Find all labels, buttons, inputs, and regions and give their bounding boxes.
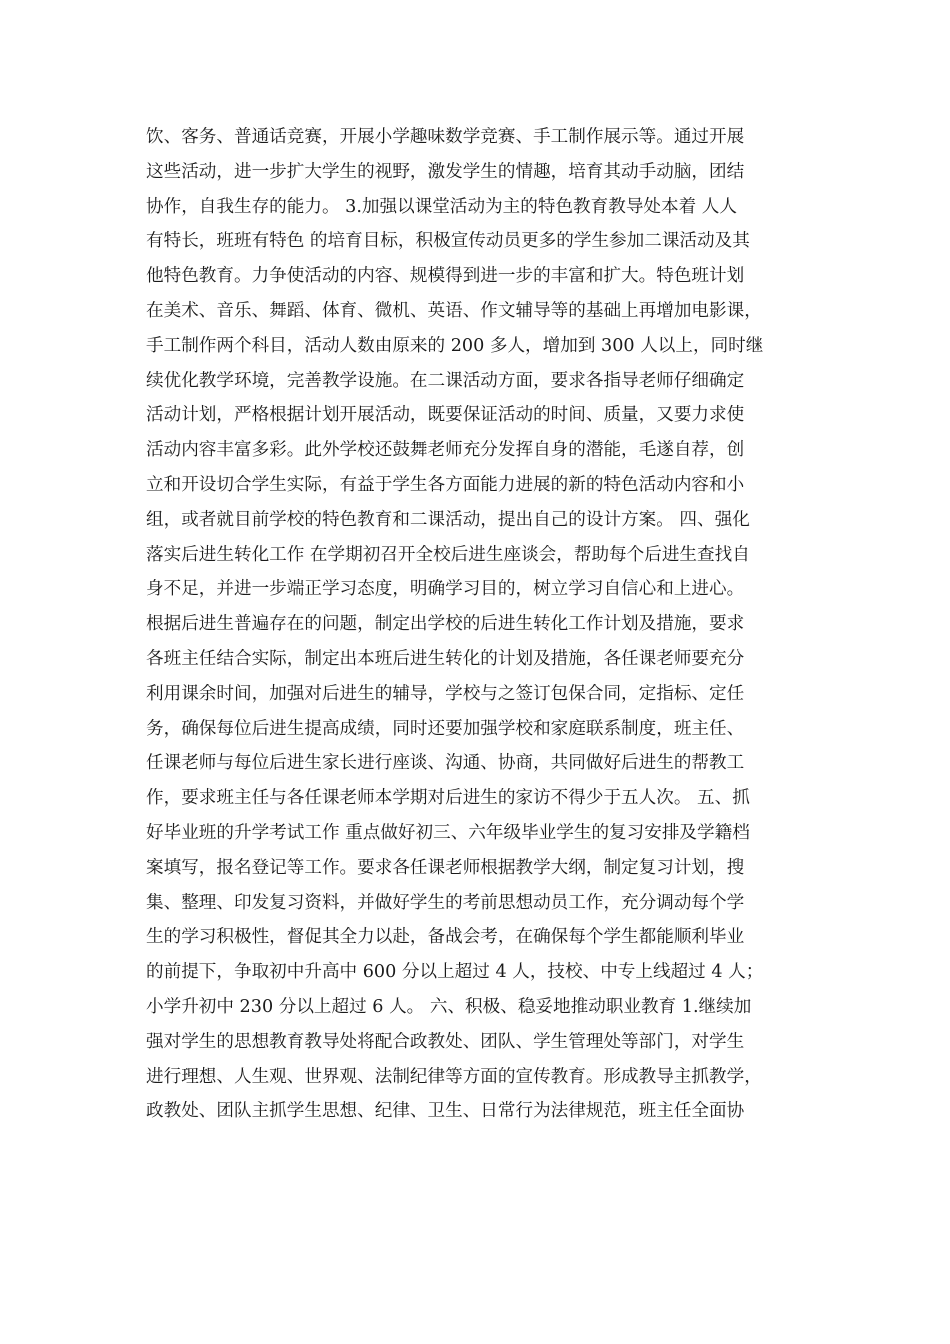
- text-line: 集、整理、印发复习资料，并做好学生的考前思想动员工作，充分调动每个学: [146, 892, 745, 913]
- text-line: 活动计划，严格根据计划开展活动，既要保证活动的时间、质量，又要力求使: [146, 405, 745, 426]
- text-line: 小学升初中 230 分以上超过 6 人。 六、积极、稳妥地推动职业教育 1.继续加: [146, 996, 752, 1017]
- text-line: 任课老师与每位后进生家长进行座谈、沟通、协商，共同做好后进生的帮教工: [146, 753, 745, 774]
- text-line: 案填写，报名登记等工作。要求各任课老师根据教学大纲，制定复习计划，搜: [146, 857, 745, 878]
- text-line: 有特长，班班有特色 的培育目标，积极宣传动员更多的学生参加二课活动及其: [146, 231, 750, 252]
- text-line: 生的学习积极性，督促其全力以赴，备战会考，在确保每个学生都能顺利毕业: [146, 927, 745, 948]
- text-line: 根据后进生普遍存在的问题，制定出学校的后进生转化工作计划及措施，要求: [146, 614, 745, 635]
- text-line: 好毕业班的升学考试工作 重点做好初三、六年级毕业学生的复习安排及学籍档: [146, 822, 750, 843]
- text-line: 活动内容丰富多彩。此外学校还鼓舞老师充分发挥自身的潜能，毛遂自荐，创: [146, 440, 745, 461]
- text-line: 作，要求班主任与各任课老师本学期对后进生的家访不得少于五人次。 五、抓: [146, 788, 750, 809]
- text-line: 饮、客务、普通话竞赛，开展小学趣味数学竞赛、手工制作展示等。通过开展: [146, 127, 745, 147]
- text-line: 利用课余时间，加强对后进生的辅导，学校与之签订包保合同，定指标、定任: [146, 683, 745, 704]
- text-line: 进行理想、人生观、世界观、法制纪律等方面的宣传教育。形成教导主抓教学，: [146, 1066, 762, 1087]
- text-line: 政教处、团队主抓学生思想、纪律、卫生、日常行为法律规范，班主任全面协: [146, 1101, 745, 1122]
- text-line: 落实后进生转化工作 在学期初召开全校后进生座谈会，帮助每个后进生查找自: [146, 544, 750, 565]
- text-line: 组，或者就目前学校的特色教育和二课活动，提出自己的设计方案。 四、强化: [146, 509, 750, 530]
- text-line: 强对学生的思想教育教导处将配合政教处、团队、学生管理处等部门，对学生: [146, 1031, 745, 1052]
- text-line: 这些活动，进一步扩大学生的视野，激发学生的情趣，培育其动手动脑，团结: [146, 161, 745, 182]
- text-line: 各班主任结合实际，制定出本班后进生转化的计划及措施，各任课老师要充分: [146, 648, 745, 669]
- text-line: 他特色教育。力争使活动的内容、规模得到进一步的丰富和扩大。特色班计划: [146, 266, 745, 287]
- body-text: [146, 120, 806, 1129]
- text-line: 立和开设切合学生实际，有益于学生各方面能力进展的新的特色活动内容和小: [146, 474, 745, 495]
- text-line: 协作，自我生存的能力。 3.加强以课堂活动为主的特色教育教导处本着 人人: [146, 196, 737, 217]
- text-line: 务，确保每位后进生提高成绩，同时还要加强学校和家庭联系制度，班主任、: [146, 718, 745, 739]
- text-line: 的前提下，争取初中升高中 600 分以上超过 4 人，技校、中专上线超过 4 人；: [146, 962, 764, 983]
- text-line: 手工制作两个科目，活动人数由原来的 200 多人，增加到 300 人以上，同时继: [146, 335, 764, 356]
- text-line: 续优化教学环境，完善教学设施。在二课活动方面，要求各指导老师仔细确定: [146, 370, 745, 391]
- text-line: 在美术、音乐、舞蹈、体育、微机、英语、作文辅导等的基础上再增加电影课，: [146, 300, 762, 321]
- text-line: 身不足，并进一步端正学习态度，明确学习目的，树立学习自信心和上进心。: [146, 579, 745, 600]
